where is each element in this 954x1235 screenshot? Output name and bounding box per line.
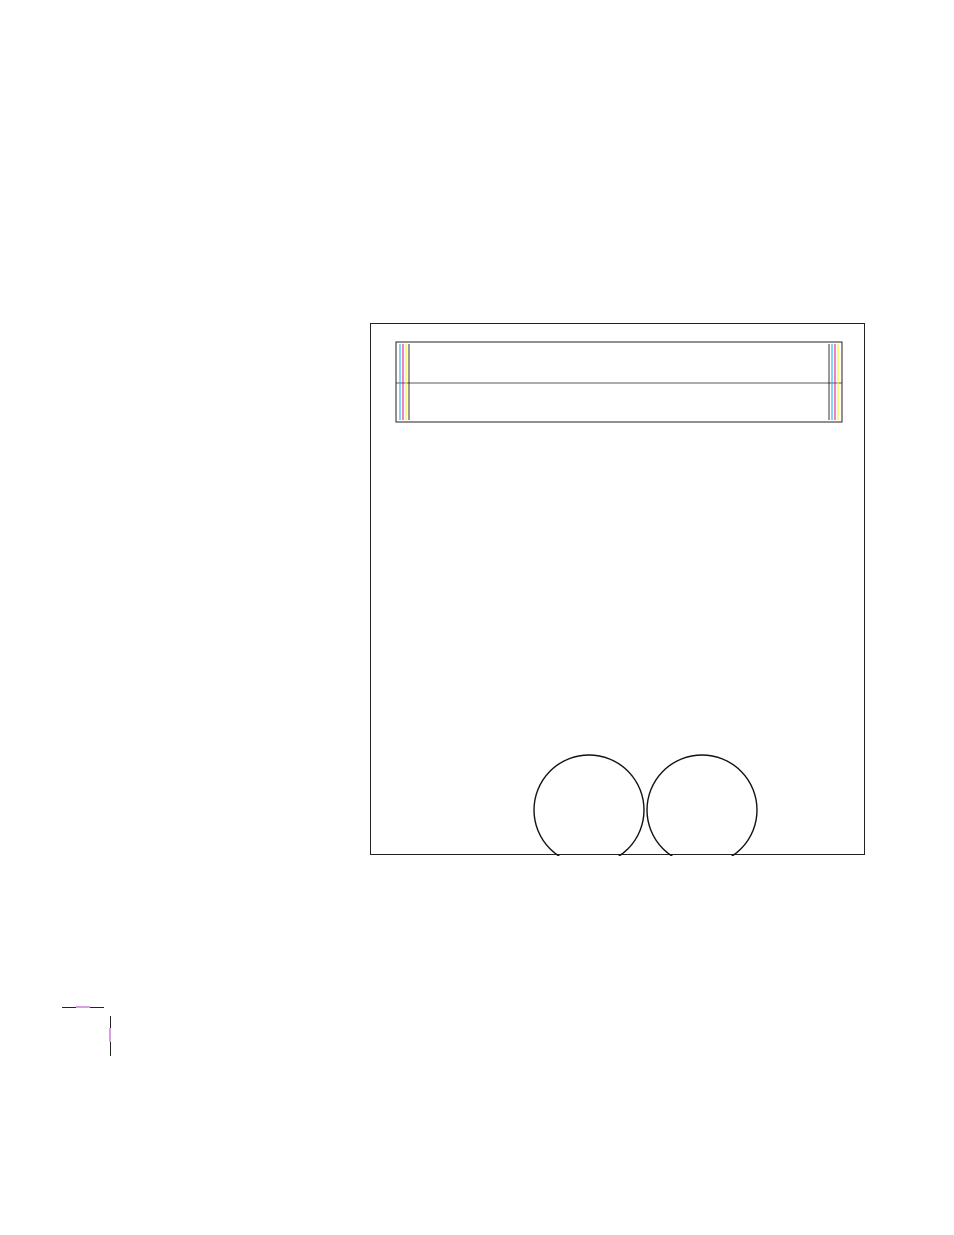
- test-print-figure: [370, 323, 865, 855]
- test-print-illustration: [371, 324, 866, 856]
- magnifier-circle-offset: [534, 755, 644, 856]
- crop-mark-vertical-accent: [109, 1028, 111, 1042]
- magnifier-circle-missing: [647, 755, 757, 856]
- crop-mark-accent: [76, 1006, 90, 1008]
- test-strip-frame: [396, 342, 842, 422]
